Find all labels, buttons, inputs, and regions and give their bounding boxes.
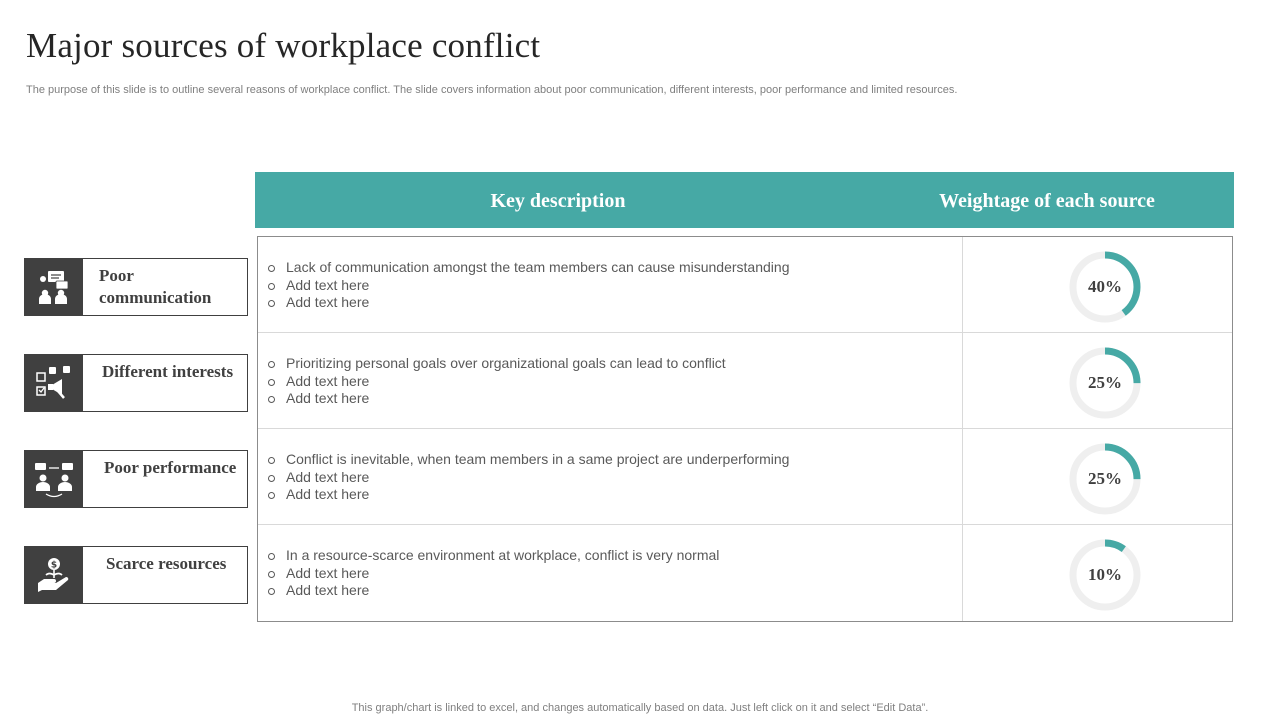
source-label: Poor performance [104, 458, 237, 477]
sources-table [257, 236, 1233, 622]
source-different-interests [24, 354, 248, 412]
list-item: Add text here [268, 390, 726, 408]
list-item: Add text here [268, 294, 789, 312]
description-list [268, 259, 789, 312]
header-key-description: Key description [490, 190, 626, 212]
list-item: Add text here [268, 277, 789, 295]
weight-donut [1068, 538, 1142, 612]
description-list [268, 355, 726, 408]
source-label: Scarce resources [106, 554, 227, 573]
slide-subtitle: The purpose of this slide is to outline several reasons of workplace conflict. The slide covers information about poor communication, different interests, poor performance and limited resources. [26, 84, 958, 96]
list-item: In a resource-scarce environment at workplace, conflict is very normal [268, 547, 719, 565]
slide-footer-note: This graph/chart is linked to excel, and changes automatically based on data. Just left click on it and select “Edit Data”. [351, 702, 929, 714]
goals-megaphone-icon [25, 355, 83, 411]
source-poor-performance [24, 450, 248, 508]
list-item: Add text here [268, 469, 789, 487]
header-weightage: Weightage of each source [939, 190, 1155, 212]
slide-title: Major sources of workplace conflict [26, 26, 541, 65]
table-header [255, 172, 1234, 228]
table-row [258, 237, 1232, 333]
list-item: Lack of communication amongst the team members can cause misunderstanding [268, 259, 789, 277]
weight-donut [1068, 250, 1142, 324]
table-row [258, 525, 1232, 621]
list-item: Conflict is inevitable, when team members in a same project are underperforming [268, 451, 789, 469]
weight-percent: 25% [1088, 373, 1122, 392]
weight-percent: 10% [1088, 565, 1122, 584]
description-list [268, 547, 719, 600]
source-poor-communication [24, 258, 248, 316]
description-list [268, 451, 789, 504]
weight-donut [1068, 442, 1142, 516]
weight-donut [1068, 346, 1142, 420]
source-label: Poor communication [99, 266, 212, 307]
list-item: Add text here [268, 486, 789, 504]
weight-percent: 40% [1088, 277, 1122, 296]
weight-percent: 25% [1088, 469, 1122, 488]
svg-text:$: $ [50, 560, 58, 571]
list-item: Add text here [268, 582, 719, 600]
list-item: Add text here [268, 565, 719, 583]
hand-coin-icon [25, 547, 83, 603]
team-communication-icon [25, 259, 83, 315]
source-scarce-resources [24, 546, 248, 604]
list-item: Add text here [268, 373, 726, 391]
source-label: Different interests [102, 362, 234, 381]
table-row [258, 333, 1232, 429]
list-item: Prioritizing personal goals over organizational goals can lead to conflict [268, 355, 726, 373]
table-row [258, 429, 1232, 525]
people-exchange-icon [25, 451, 83, 507]
